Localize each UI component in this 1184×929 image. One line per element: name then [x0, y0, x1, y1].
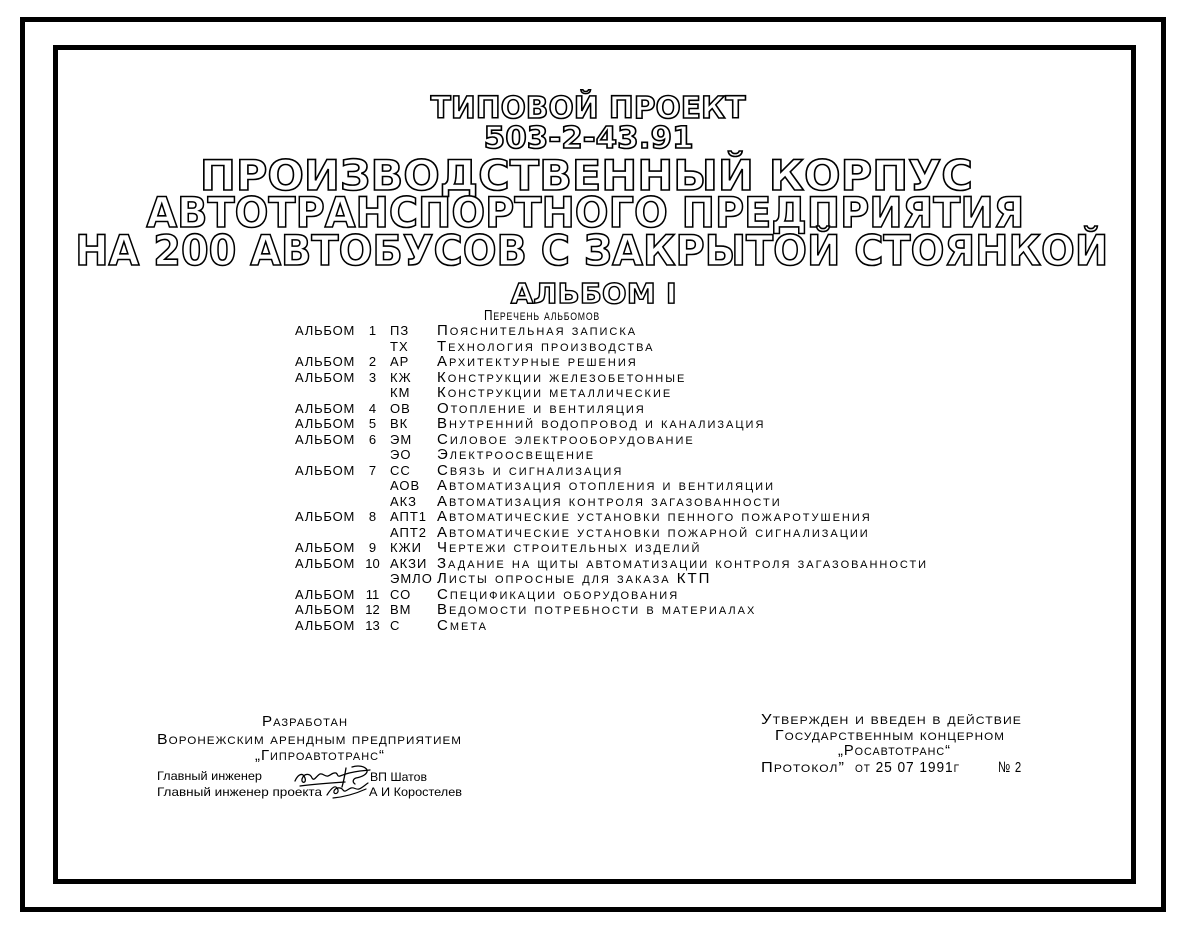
album-code: ЭМЛО: [390, 571, 433, 586]
album-code: АР: [390, 354, 410, 369]
protocol-number: № 2: [998, 759, 1023, 776]
album-code: АКЗ: [390, 493, 417, 509]
album-description: Ведомости потребности в материалах: [437, 601, 757, 618]
album-code: СО: [390, 586, 412, 602]
album-code: АКЗИ: [390, 555, 428, 571]
album-list-row: [295, 432, 1015, 448]
album-list-row: [295, 463, 1015, 479]
album-list-row: [295, 323, 1015, 339]
album-label: АЛЬБОМ: [295, 354, 356, 369]
album-description: Силовое электрооборудование: [437, 430, 695, 448]
album-label: АЛЬБОМ: [295, 416, 356, 431]
albums-list: [295, 323, 1015, 633]
project-name-text-1: ПРОИЗВОДСТВЕННЫЙ КОРПУС: [199, 151, 973, 200]
album-description: Технология производства: [437, 337, 655, 355]
album-list-row: [295, 571, 1015, 587]
album-code: КЖИ: [390, 540, 422, 555]
album-list-row: [295, 385, 1015, 401]
album-number: 1: [368, 323, 377, 338]
album-label: АЛЬБОМ: [295, 617, 356, 633]
chief-project-engineer-label: Главный инженер проекта: [157, 785, 322, 799]
project-name-line-3: [0, 226, 1184, 275]
album-label: АЛЬБОМ: [295, 323, 356, 338]
album-number: 6: [368, 431, 377, 447]
album-list-row: [295, 540, 1015, 556]
album-label: АЛЬБОМ: [295, 555, 356, 571]
album-label: АЛЬБОМ: [295, 602, 356, 617]
chief-engineer-name: ВП Шатов: [370, 770, 427, 784]
album-description: Спецификации оборудования: [437, 585, 680, 603]
approval-line-1: Утвержден и введен в действие: [761, 711, 1023, 728]
album-number: 9: [368, 540, 377, 555]
album-list-row: [295, 618, 1015, 634]
protocol-label: Протокол”: [761, 759, 845, 776]
album-label: АЛЬБОМ: [295, 369, 356, 385]
album-number: 12: [365, 602, 380, 617]
developer-organization-name: „Гипроавтотранс“: [255, 747, 385, 764]
album-code: АПТ1: [390, 509, 428, 524]
album-number: 4: [368, 400, 377, 416]
album-list-row: [295, 587, 1015, 603]
album-description: Пояснительная записка: [437, 322, 638, 339]
project-number: 503-2-43.91: [483, 121, 694, 156]
album-code: ЭО: [390, 447, 412, 462]
album-list-row: [295, 525, 1015, 541]
album-label: АЛЬБОМ: [295, 540, 356, 555]
album-description: Листы опросные для заказа КТП: [437, 570, 712, 587]
album-code: ВМ: [390, 602, 412, 617]
protocol-date: от 25 07 1991г: [855, 759, 961, 776]
album-code: АПТ2: [390, 524, 428, 540]
album-number: 3: [368, 369, 377, 385]
album-description: Конструкции металлические: [437, 384, 673, 401]
album-code: СС: [390, 462, 411, 478]
album-list-row: [295, 339, 1015, 355]
album-description: Смета: [437, 616, 489, 634]
album-description: Автоматические установки пенного пожаротушения: [437, 508, 872, 525]
album-description: Автоматизация отопления и вентиляции: [437, 477, 775, 494]
project-name-text-3: НА 200 АВТОБУСОВ С ЗАКРЫТОЙ СТОЯНКОЙ: [75, 226, 1109, 275]
albums-list-caption: Перечень альбомов: [484, 307, 600, 324]
album-description: Автоматизация контроля загазованности: [437, 492, 782, 510]
album-code: ПЗ: [390, 323, 410, 338]
album-list-row: [295, 447, 1015, 463]
album-number: 7: [368, 462, 377, 478]
album-description: Электроосвещение: [437, 446, 596, 463]
album-description: Связь и сигнализация: [437, 461, 624, 479]
album-list-row: [295, 509, 1015, 525]
project-name-text-2: АВТОТРАНСПОРТНОГО ПРЕДПРИЯТИЯ: [146, 188, 1024, 237]
album-number: 5: [368, 416, 377, 431]
album-label: АЛЬБОМ: [295, 400, 356, 416]
album-list-row: [295, 354, 1015, 370]
album-list-row: [295, 370, 1015, 386]
album-label: АЛЬБОМ: [295, 462, 356, 478]
approval-line-2: Государственным концерном: [775, 727, 1005, 744]
album-description: Конструкции железобетонные: [437, 368, 687, 386]
album-code: С: [390, 617, 401, 633]
developer-heading: Разработан: [262, 713, 349, 730]
album-list-row: [295, 494, 1015, 510]
album-code: КЖ: [390, 369, 412, 385]
album-label: АЛЬБОМ: [295, 431, 356, 447]
album-label: АЛЬБОМ: [295, 509, 356, 524]
album-label: АЛЬБОМ: [295, 586, 356, 602]
project-number-line: [0, 121, 1181, 156]
title-heading-line: [0, 91, 1180, 126]
album-number: 2: [368, 354, 377, 369]
album-description: Отопление и вентиляция: [437, 399, 646, 417]
approval-concern-name: „Росавтотранс“: [838, 742, 952, 759]
album-list-row: [295, 602, 1015, 618]
chief-engineer-label: Главный инженер: [157, 769, 263, 783]
developer-organization: Воронежским арендным предприятием: [157, 731, 463, 748]
album-description: Чертежи строительных изделий: [437, 539, 702, 556]
chief-project-engineer-name: А И Коростелев: [369, 785, 462, 799]
album-list-row: [295, 416, 1015, 432]
album-number: 11: [365, 586, 380, 602]
album-code: КМ: [390, 385, 411, 400]
album-code: ЭМ: [390, 431, 413, 447]
album-number: 10: [365, 555, 380, 571]
album-description: Задание на щиты автоматизации контроля загазованности: [437, 554, 929, 572]
album-title: АЛЬБОМ I: [510, 277, 677, 310]
title-heading: ТИПОВОЙ ПРОЕКТ: [430, 91, 746, 126]
album-code: АОВ: [390, 478, 421, 493]
album-title-line: [2, 277, 1184, 310]
album-code: ТХ: [390, 338, 409, 354]
album-description: Внутренний водопровод и канализация: [437, 415, 766, 432]
album-list-row: [295, 556, 1015, 572]
album-list-row: [295, 478, 1015, 494]
album-code: ВК: [390, 416, 409, 431]
album-code: ОВ: [390, 400, 411, 416]
album-number: 13: [365, 617, 380, 633]
album-description: Архитектурные решения: [437, 353, 638, 370]
album-list-row: [295, 401, 1015, 417]
album-description: Автоматические установки пожарной сигнализации: [437, 523, 870, 541]
album-number: 8: [368, 509, 377, 524]
